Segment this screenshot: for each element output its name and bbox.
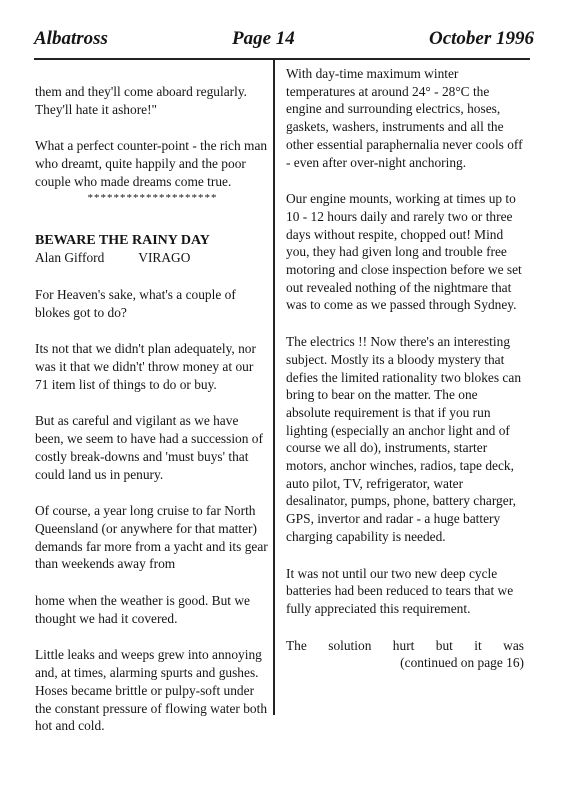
paragraph: What a perfect counter-point - the rich man who dreamt, quite happily and the poor couple who made dreams come true.: [35, 138, 268, 189]
paragraph: It was not until our two new deep cycle batteries had been reduced to tears that we fully appreciated this requirement.: [286, 565, 514, 616]
vessel-name: VIRAGO: [138, 250, 191, 266]
right-column: [286, 65, 524, 672]
section-separator: ********************: [87, 191, 218, 204]
paragraph: The solution hurt but it was: [286, 637, 524, 653]
paragraph: Of course, a year long cruise to far North Queensland (or anywhere for that matter) demands far more from a yacht and its gear than weekends away from: [35, 503, 268, 572]
paragraph: With day-time maximum winter temperatures at around 24° - 28°C the engine and surrounding electrics, hoses, gaskets, washers, instruments and all the other essential paraphernalia never cools off - even after over-night anchoring.: [286, 66, 523, 170]
article-title: BEWARE THE RAINY DAY: [35, 232, 210, 248]
issue-date: October 1996: [428, 28, 534, 49]
paragraph: The electrics !! Now there's an interesting subject. Mostly its a bloody mystery that defies the limited rationality two blokes can bring to bear on the matter. The one absolute requirement is that if you run lighting (especially an anchor light and of course we all do), instruments, starter motors, anchor winches, radios, tape deck, auto pilot, TV, refrigerator, water desalinator, pumps, phone, battery charger, GPS, invertor and radar - a huge battery charging capability is needed.: [286, 334, 522, 544]
header-rule: [34, 58, 530, 60]
page-header: [34, 28, 534, 54]
paragraph: Its not that we didn't plan adequately, nor was it that we didn't' throw money at our 71 item list of things to do or buy.: [35, 341, 256, 392]
paragraph: Little leaks and weeps grew into annoying and, at times, alarming spurts and gushes. Hoses became brittle or pulpy-soft under the constant pressure of flowing water both hot and cold.: [35, 647, 268, 734]
page-number: Page 14: [232, 28, 295, 49]
paragraph: For Heaven's sake, what's a couple of blokes got to do?: [35, 286, 236, 320]
left-column: [35, 83, 270, 754]
article-byline: [35, 249, 270, 267]
continued-note: (continued on page 16): [400, 655, 524, 671]
paragraph: home when the weather is good. But we thought we had it covered.: [35, 593, 250, 626]
author-name: Alan Gifford: [35, 250, 105, 266]
paragraph: Our engine mounts, working at times up to 10 - 12 hours daily and rarely two or three days without respite, chopped out! Mind you, they had given long and trouble free motoring and close inspection before we set out revealed nothing of the nightmare that was to come as we passed through Sydney.: [286, 191, 522, 313]
paragraph: them and they'll come aboard regularly. They'll hate it ashore!": [35, 84, 247, 117]
column-divider: [273, 60, 275, 715]
paragraph: But as careful and vigilant as we have been, we seem to have had a succession of costly break-downs and 'must buys' that could land us in penury.: [35, 413, 263, 482]
publication-title: Albatross: [34, 28, 108, 49]
